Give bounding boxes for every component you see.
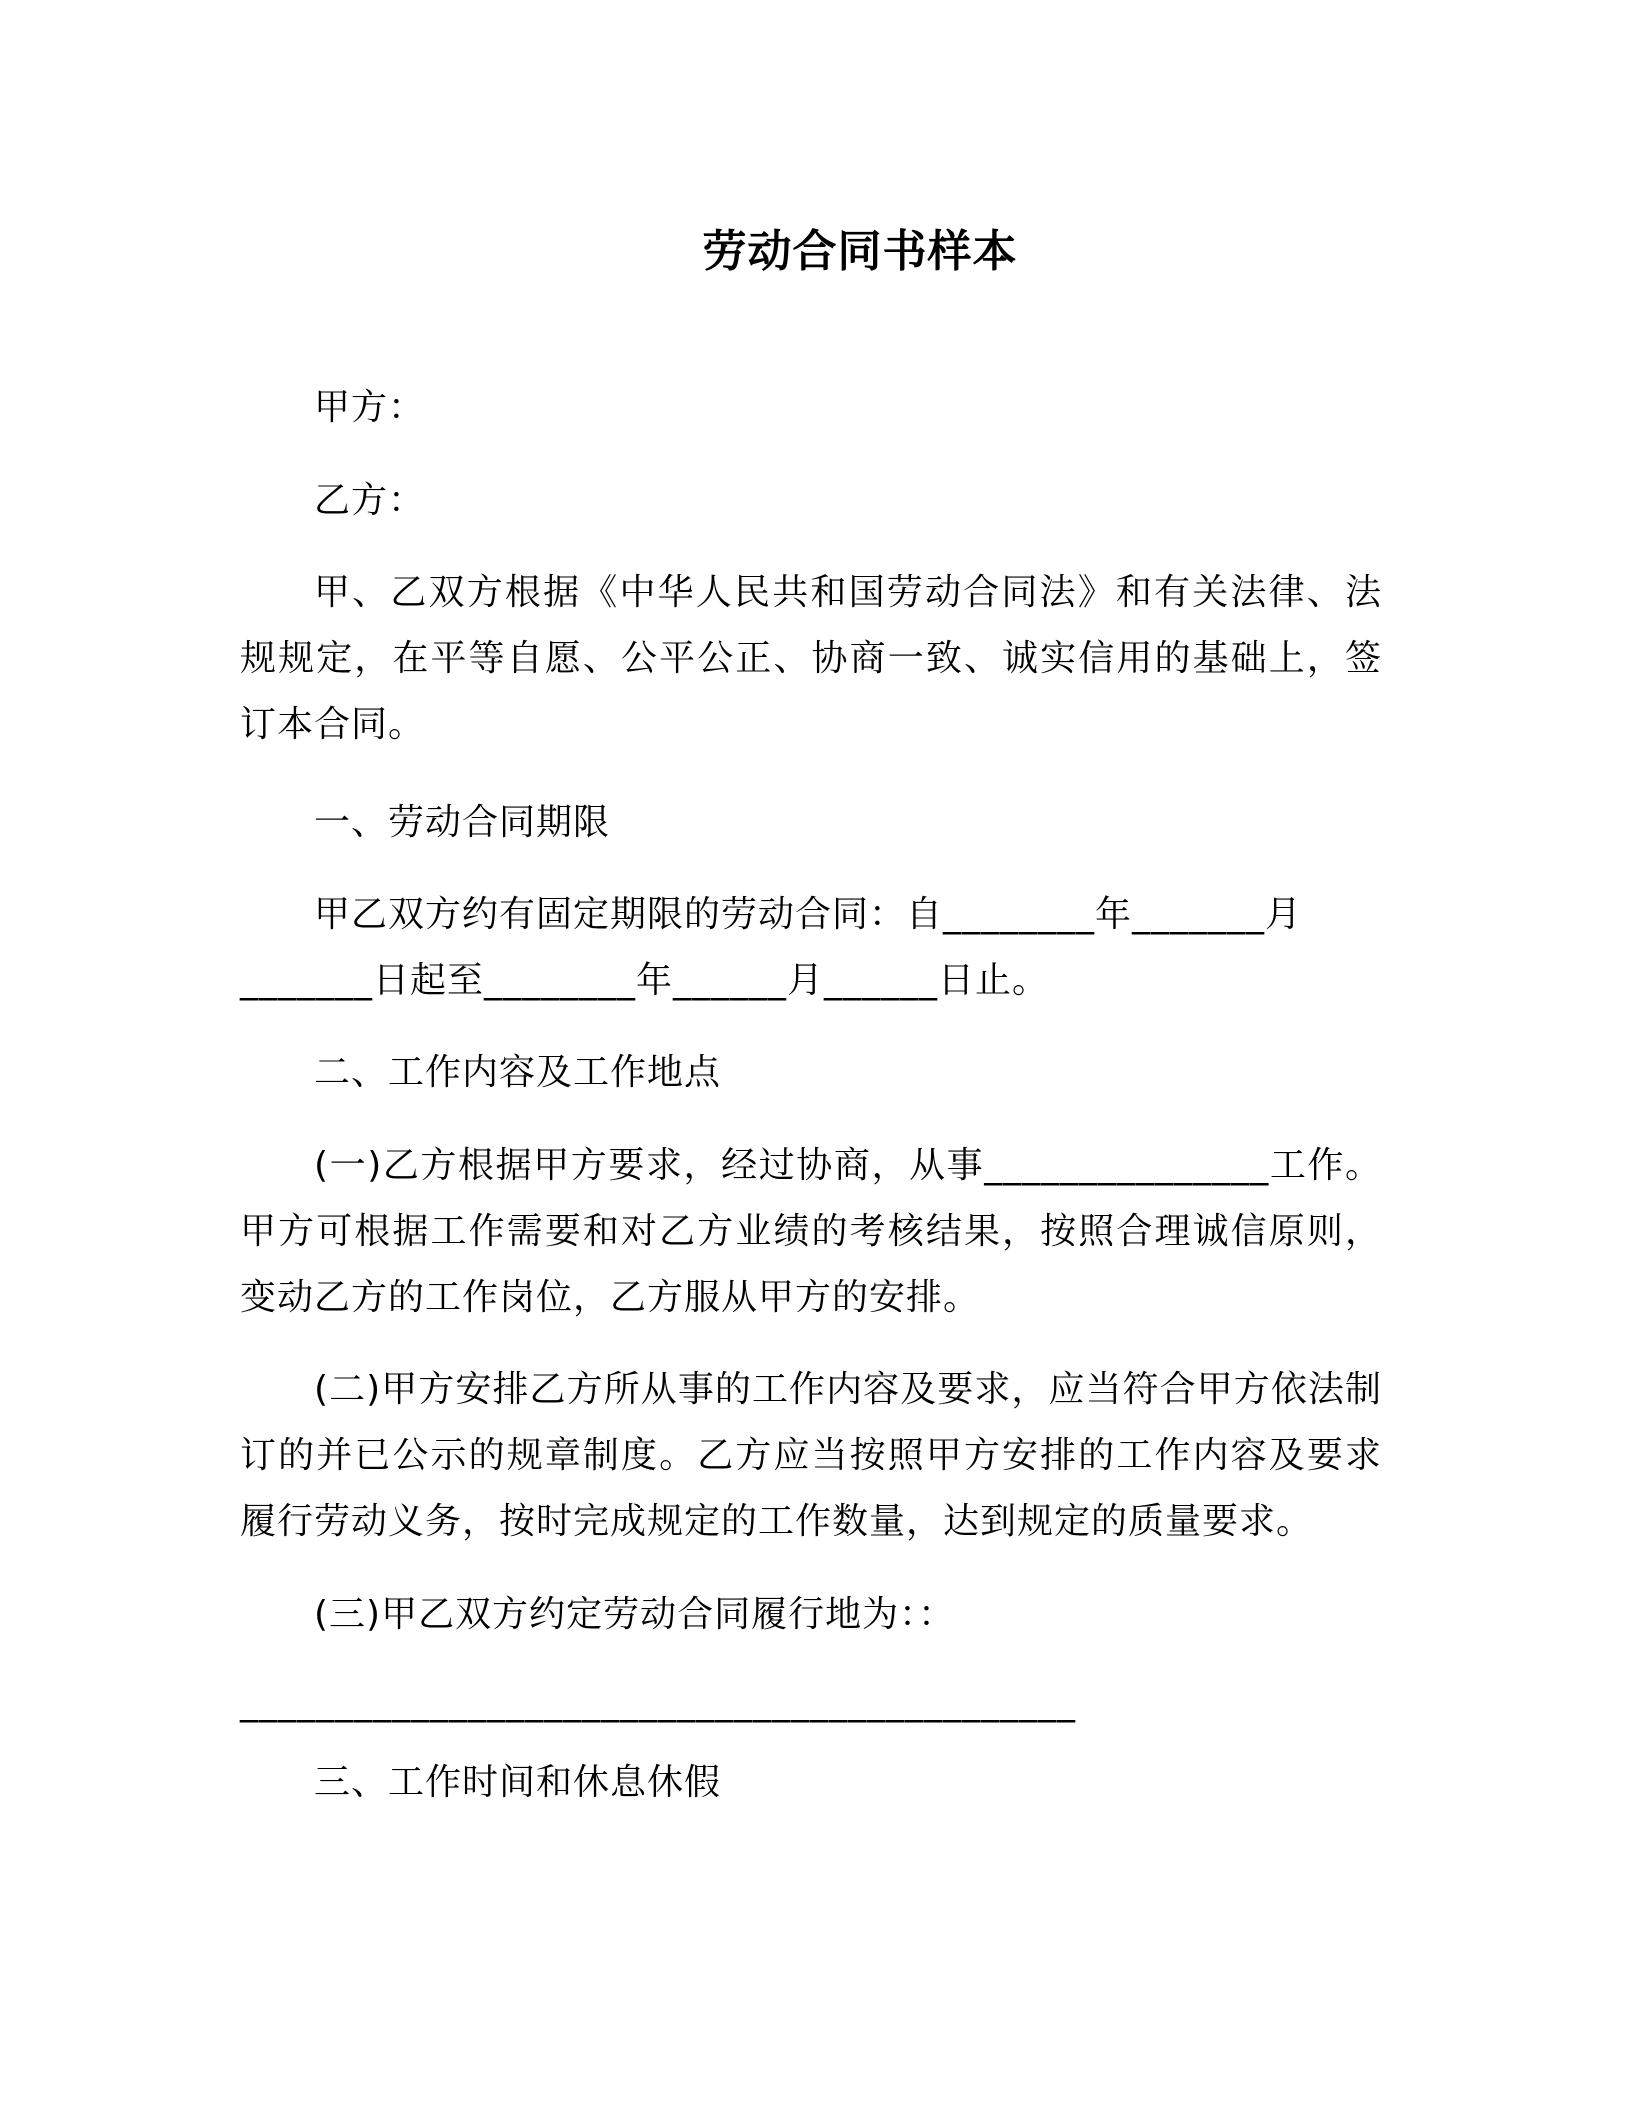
clause-2-2: (二)甲方安排乙方所从事的工作内容及要求，应当符合甲方依法制订的并已公示的规章制度。乙方应当按照甲方安排的工作内容及要求履行劳动义务，按时完成规定的工作数量，达到规定的质量要求。 — [240, 1369, 1382, 1542]
term-line-1: 甲乙双方约有固定期限的劳动合同：自________年_______月 — [314, 894, 1303, 935]
clause-2-1: (一)乙方根据甲方要求，经过协商，从事_______________工作。甲方可根据工作需要和对乙方业绩的考核结果，按照合理诚信原则，变动乙方的工作岗位，乙方服从甲方的安排。 — [240, 1145, 1382, 1318]
intro-paragraph: 甲、乙双方根据《中华人民共和国劳动合同法》和有关法律、法规规定，在平等自愿、公平公正、协商一致、诚实信用的基础上，签订本合同。 — [240, 572, 1382, 745]
section-2-heading: 二、工作内容及工作地点 — [314, 1052, 722, 1093]
term-line-2: _______日起至________年______月______日止。 — [240, 960, 1050, 1001]
clause-2-3: (三)甲乙双方约定劳动合同履行地为：： — [314, 1594, 956, 1635]
document-title: 劳动合同书样本 — [702, 226, 1018, 277]
clause-2-3-blank: ____________________________________________ — [240, 1682, 1076, 1723]
party-b-label: 乙方： — [314, 480, 426, 521]
section-1-heading: 一、劳动合同期限 — [314, 802, 611, 843]
party-a-label: 甲方： — [314, 387, 426, 428]
section-3-heading: 三、工作时间和休息休假 — [314, 1762, 722, 1803]
